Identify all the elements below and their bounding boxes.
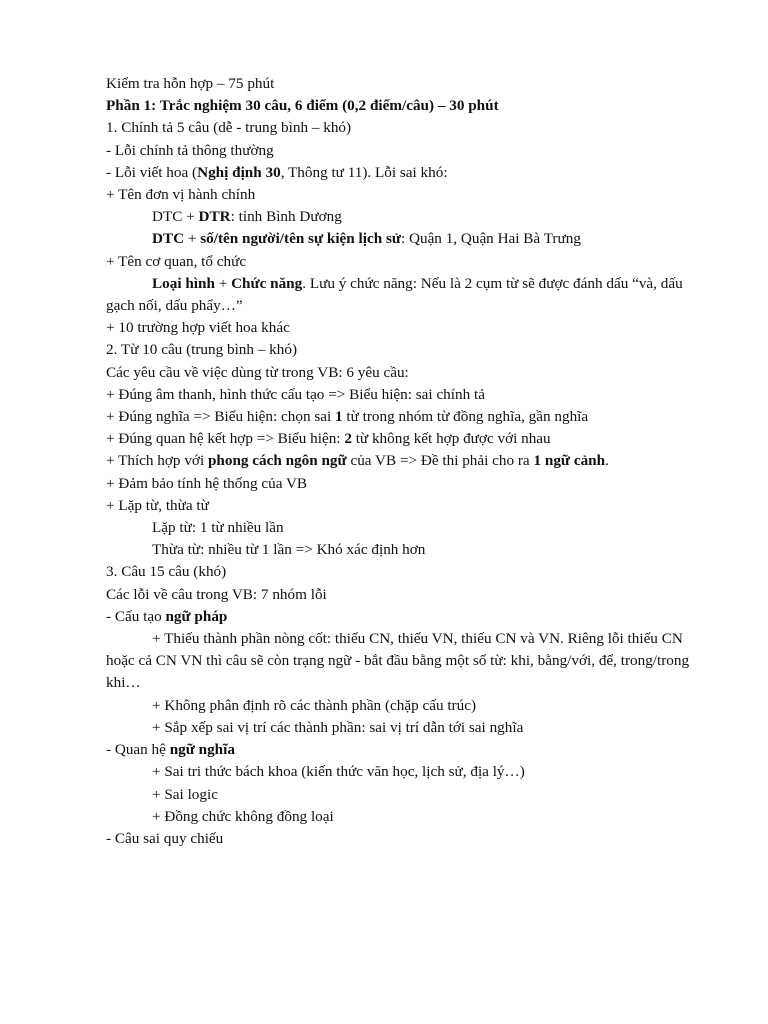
list-item: + Tên đơn vị hành chính bbox=[106, 186, 256, 204]
section2-intro: Các yêu cầu về việc dùng từ trong VB: 6 yêu cầu: bbox=[106, 363, 409, 381]
list-item: + Đảm bảo tính hệ thống của VB bbox=[106, 474, 308, 492]
list-item: + 10 trường hợp viết hoa khác bbox=[106, 319, 290, 337]
list-item: + Đồng chức không đồng loại bbox=[152, 807, 334, 825]
list-item: + Không phân định rõ các thành phần (chặp cấu trúc) bbox=[152, 696, 477, 714]
list-item: - Câu sai quy chiếu bbox=[106, 829, 224, 847]
document-body bbox=[106, 73, 706, 850]
list-item: + Tên cơ quan, tổ chức bbox=[106, 252, 247, 270]
list-item: Thừa từ: nhiều từ 1 lần => Khó xác định hơn bbox=[152, 541, 426, 559]
list-item: - Lỗi chính tả thông thường bbox=[106, 141, 274, 159]
list-item: Loại hình + Chức năng. Lưu ý chức năng: Nếu là 2 cụm từ sẽ được đánh dấu “và, dấu gạch nối, dấu phẩy…” bbox=[106, 274, 683, 315]
list-item: Lặp từ: 1 từ nhiều lần bbox=[152, 519, 284, 537]
section3-intro: Các lỗi về câu trong VB: 7 nhóm lỗi bbox=[106, 585, 327, 603]
list-item: + Thích hợp với phong cách ngôn ngữ của VB => Đề thi phải cho ra 1 ngữ cảnh. bbox=[106, 452, 609, 470]
list-item: + Thiếu thành phần nòng cốt: thiếu CN, thiếu VN, thiếu CN và VN. Riêng lỗi thiếu CN hoặc cả CN VN thì câu sẽ còn trạng ngữ - bắt đầu bằng một số từ: khi, bằng/với, để, trong/trong khi… bbox=[106, 630, 690, 692]
section2-heading: 2. Từ 10 câu (trung bình – khó) bbox=[106, 341, 298, 359]
section1-heading: 1. Chính tả 5 câu (dễ - trung bình – khó) bbox=[106, 119, 352, 137]
list-item: - Quan hệ ngữ nghĩa bbox=[106, 741, 235, 759]
doc-title: Kiểm tra hỗn hợp – 75 phút bbox=[106, 75, 275, 92]
list-item: + Sắp xếp sai vị trí các thành phần: sai vị trí dẫn tới sai nghĩa bbox=[152, 718, 524, 736]
section3-heading: 3. Câu 15 câu (khó) bbox=[106, 563, 227, 581]
list-item: DTC + số/tên người/tên sự kiện lịch sử: Quận 1, Quận Hai Bà Trưng bbox=[152, 230, 581, 248]
list-item: + Đúng âm thanh, hình thức cấu tạo => Biểu hiện: sai chính tả bbox=[106, 385, 485, 403]
list-item: DTC + DTR: tỉnh Bình Dương bbox=[152, 208, 342, 226]
list-item: + Đúng nghĩa => Biểu hiện: chọn sai 1 từ trong nhóm từ đồng nghĩa, gần nghĩa bbox=[106, 408, 589, 426]
list-item: + Đúng quan hệ kết hợp => Biểu hiện: 2 từ không kết hợp được với nhau bbox=[106, 430, 551, 448]
list-item: + Lặp từ, thừa từ bbox=[106, 496, 209, 514]
list-item: - Lỗi viết hoa (Nghị định 30, Thông tư 11). Lỗi sai khó: bbox=[106, 163, 448, 181]
list-item: + Sai tri thức bách khoa (kiến thức văn học, lịch sử, địa lý…) bbox=[152, 763, 525, 781]
list-item: - Cấu tạo ngữ pháp bbox=[106, 607, 228, 625]
part1-heading: Phần 1: Trắc nghiệm 30 câu, 6 điểm (0,2 điểm/câu) – 30 phút bbox=[106, 97, 499, 115]
list-item: + Sai logic bbox=[152, 785, 218, 803]
